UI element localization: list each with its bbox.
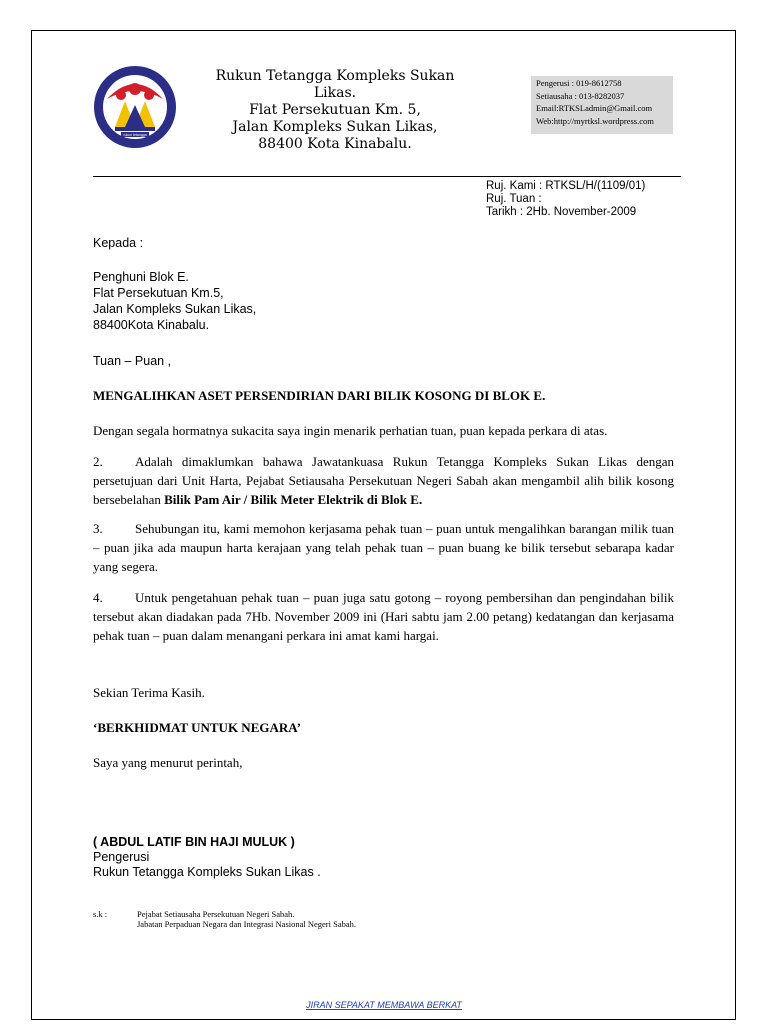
recipient-line: Jalan Kompleks Sukan Likas,: [93, 302, 257, 316]
organisation-address: [200, 68, 470, 153]
org-line: Likas.: [313, 85, 357, 101]
signatory-organisation: Rukun Tetangga Kompleks Sukan Likas .: [93, 865, 321, 879]
your-reference: Ruj. Tuan :: [486, 193, 542, 205]
contact-email: Email:RTKSLadmin@Gmail.com: [536, 103, 653, 113]
cc-item: Pejabat Setiausaha Persekutuan Negeri Sabah.: [137, 909, 295, 919]
org-line: Rukun Tetangga Kompleks Sukan: [215, 68, 455, 84]
header-divider: [93, 176, 681, 177]
cc-label: s.k :: [93, 909, 108, 919]
paragraph-text: Sehubungan itu, kami memohon kerjasama pehak tuan – puan untuk mengalihkan barangan milik tuan – puan jika ada maupun harta kerajaan yang telah pehak tuan – puan buang ke bilik tersebut sebarapa kadar yang segera.: [93, 521, 674, 574]
recipient-line: Flat Persekutuan Km.5,: [93, 286, 224, 300]
paragraph-text: Untuk pengetahuan pehak tuan – puan juga satu gotong – royong pembersihan dan pengindahan bilik tersebut akan diadakan pada 7Hb. November 2009 ini (Hari sabtu jam 2.00 petang) kedatangan dan kerjasama pehak tuan – puan dalam menangani perkara ini amat kami hargai.: [93, 590, 674, 643]
our-reference: Ruj. Kami : RTKSL/H/(1109/01): [486, 180, 646, 192]
letter-date: Tarikh : 2Hb. November-2009: [486, 206, 637, 218]
logo-text: rukun tetangga: [123, 133, 147, 137]
recipient-line: Penghuni Blok E.: [93, 270, 189, 284]
rukun-tetangga-logo: [93, 65, 177, 149]
cc-list: [137, 909, 356, 929]
contact-box: [531, 76, 673, 134]
paragraph-number: 3.: [93, 521, 103, 536]
paragraph-number: 4.: [93, 590, 103, 605]
motto: ‘BERKHIDMAT UNTUK NEGARA’: [93, 720, 302, 735]
paragraph-4: [93, 588, 674, 645]
org-line: Flat Persekutuan Km. 5,: [249, 102, 421, 118]
reference-block: [486, 180, 645, 219]
closing-phrase: Saya yang menurut perintah,: [93, 755, 243, 770]
recipient-line: 88400Kota Kinabalu.: [93, 318, 210, 332]
signatory-title: Pengerusi: [93, 850, 150, 864]
salutation: Tuan – Puan ,: [93, 354, 172, 368]
contact-secretary: Setiausaha : 013-8282037: [536, 90, 625, 101]
org-line: 88400 Kota Kinabalu.: [258, 136, 412, 152]
org-line: Jalan Kompleks Sukan Likas,: [232, 119, 438, 135]
cc-item: Jabatan Perpaduan Negara dan Integrasi Nasional Negeri Sabah.: [137, 919, 357, 929]
paragraph-3: [93, 519, 674, 576]
recipient-address: [93, 269, 673, 333]
kepada-label: Kepada :: [93, 236, 144, 250]
contact-web: Web:http://myrtksl.wordpress.com: [536, 115, 654, 126]
closing-thanks: Sekian Terima Kasih.: [93, 685, 205, 700]
signatory-name: ( ABDUL LATIF BIN HAJI MULUK ): [93, 835, 295, 849]
paragraph-number: 2.: [93, 454, 103, 469]
paragraph-2: [93, 452, 674, 509]
paragraph-bold-text: Bilik Pam Air / Bilik Meter Elektrik di Blok E.: [164, 492, 423, 507]
contact-chairman: Pengerusi : 019-8612758: [536, 78, 622, 88]
footer-slogan: JIRAN SEPAKAT MEMBAWA BERKAT: [306, 1000, 462, 1010]
intro-paragraph: Dengan segala hormatnya sukacita saya ingin menarik perhatian tuan, puan kepada perkara di atas.: [93, 423, 608, 438]
paragraph-text: Adalah dimaklumkan bahawa Jawatankuasa Rukun Tetangga Kompleks Sukan Likas dengan persetujuan dari Unit Harta, Pejabat Setiausaha Persekutuan Negeri Sabah akan mengambil alih bilik kosong bersebelahan: [93, 454, 674, 507]
letter-subject: MENGALIHKAN ASET PERSENDIRIAN DARI BILIK KOSONG DI BLOK E.: [93, 388, 546, 403]
